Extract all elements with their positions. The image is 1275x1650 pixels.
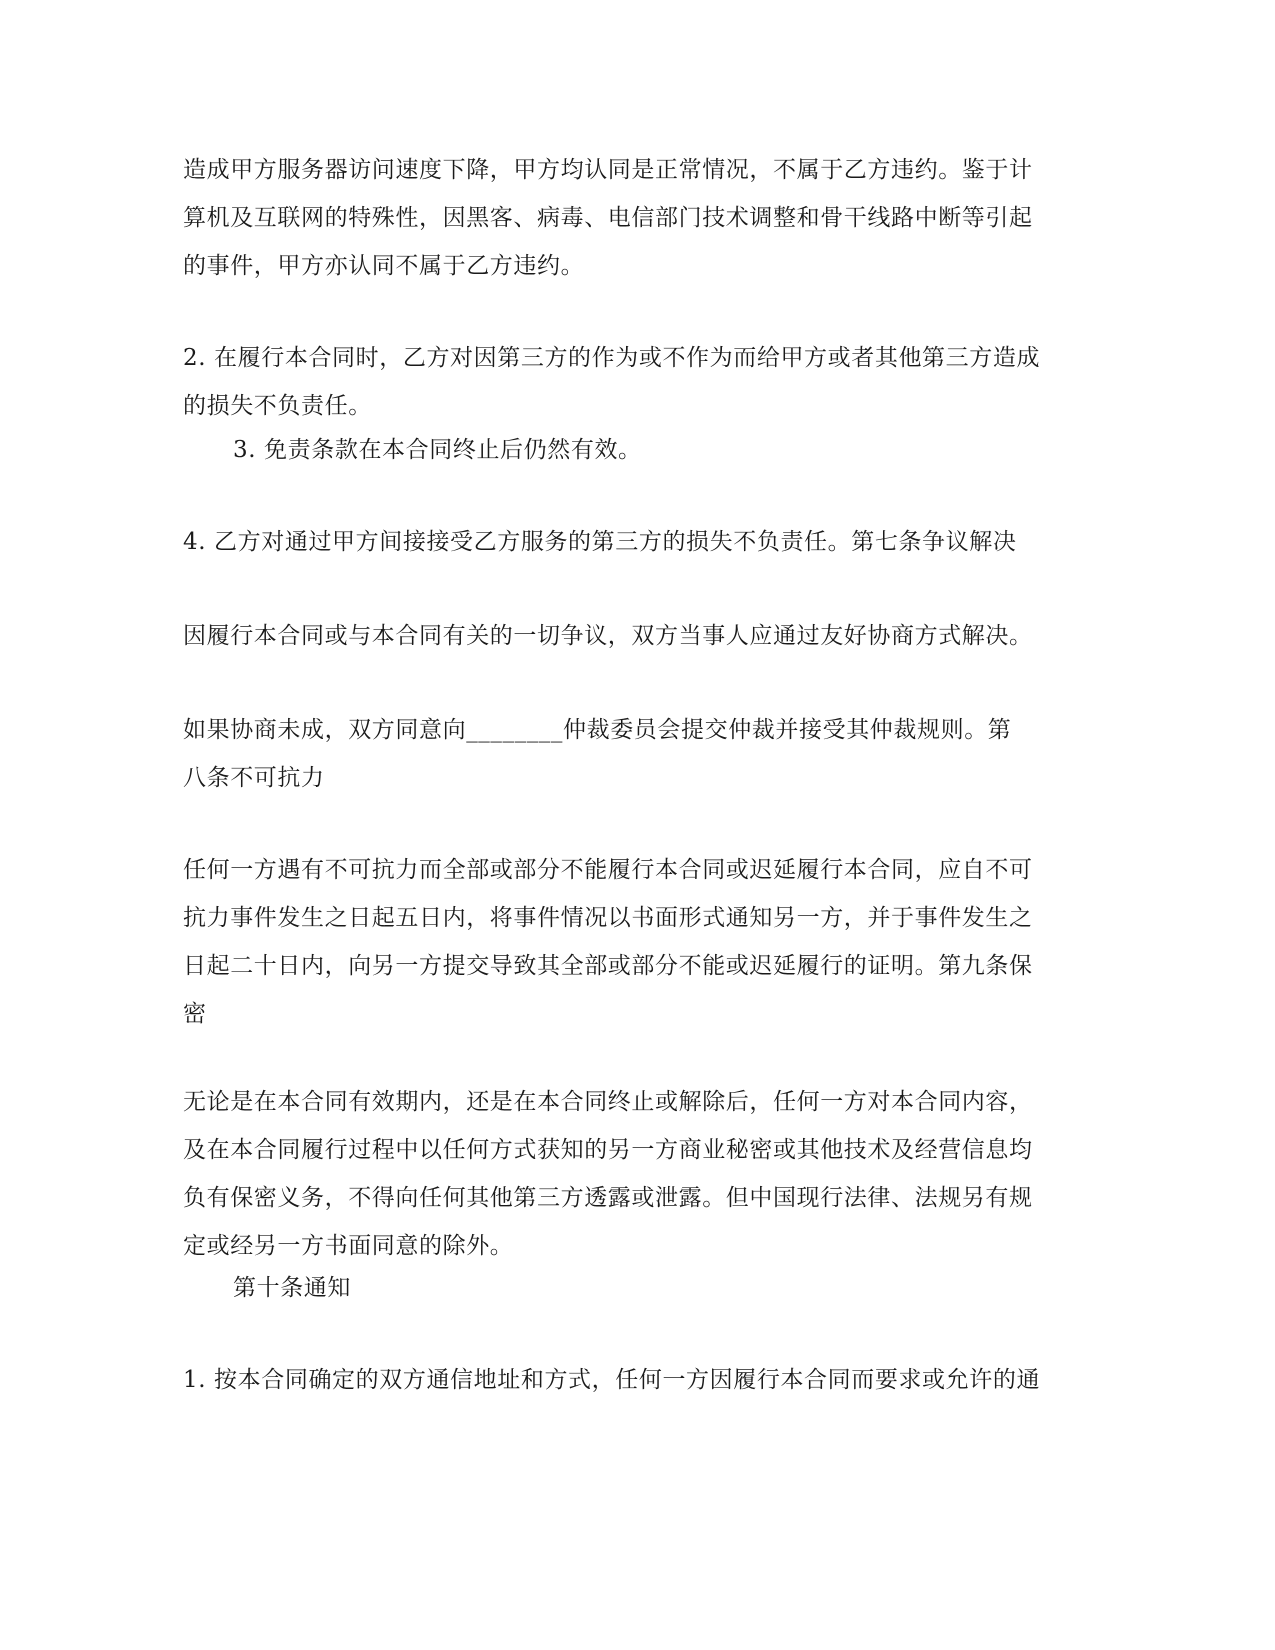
text-line: 任何一方遇有不可抗力而全部或部分不能履行本合同或迟延履行本合同，应自不可 — [183, 857, 1033, 883]
text-line: 八条不可抗力 — [183, 765, 325, 791]
paragraph-notice-clause-1 — [183, 1356, 1093, 1404]
text-line: 第十条通知 — [233, 1275, 351, 1301]
text-line: 造成甲方服务器访问速度下降，甲方均认同是正常情况，不属于乙方违约。鉴于计 — [183, 157, 1033, 183]
paragraph-service-disclaimer — [183, 146, 1093, 290]
text-line: 4. 乙方对通过甲方间接接受乙方服务的第三方的损失不负责任。第七条争议解决 — [183, 529, 1017, 555]
text-line: 日起二十日内，向另一方提交导致其全部或部分不能或迟延履行的证明。第九条保 — [183, 953, 1033, 979]
text-line: 如果协商未成，双方同意向________仲裁委员会提交仲裁并接受其仲裁规则。第 — [183, 717, 1012, 743]
text-line: 1. 按本合同确定的双方通信地址和方式，任何一方因履行本合同而要求或允许的通 — [183, 1367, 1041, 1393]
text-line: 的事件，甲方亦认同不属于乙方违约。 — [183, 253, 585, 279]
text-line: 负有保密义务，不得向任何其他第三方透露或泄露。但中国现行法律、法规另有规 — [183, 1185, 1033, 1211]
text-line: 算机及互联网的特殊性，因黑客、病毒、电信部门技术调整和骨干线路中断等引起 — [183, 205, 1033, 231]
paragraph-force-majeure — [183, 846, 1093, 1038]
text-line: 抗力事件发生之日起五日内，将事件情况以书面形式通知另一方，并于事件发生之 — [183, 905, 1033, 931]
paragraph-clause-2 — [183, 334, 1093, 430]
paragraph-clause-3 — [233, 426, 1093, 474]
paragraph-arbitration — [183, 706, 1093, 802]
section-heading-notice — [233, 1264, 1093, 1312]
text-line: 的损失不负责任。 — [183, 393, 372, 419]
text-line: 及在本合同履行过程中以任何方式获知的另一方商业秘密或其他技术及经营信息均 — [183, 1137, 1033, 1163]
paragraph-confidentiality — [183, 1078, 1093, 1270]
text-line: 3. 免责条款在本合同终止后仍然有效。 — [233, 437, 642, 463]
text-line: 因履行本合同或与本合同有关的一切争议，双方当事人应通过友好协商方式解决。 — [183, 623, 1033, 649]
paragraph-dispute-resolution — [183, 612, 1093, 660]
text-line: 定或经另一方书面同意的除外。 — [183, 1233, 514, 1259]
text-line: 无论是在本合同有效期内，还是在本合同终止或解除后，任何一方对本合同内容， — [183, 1089, 1033, 1115]
paragraph-clause-4 — [183, 518, 1093, 566]
text-line: 2. 在履行本合同时，乙方对因第三方的作为或不作为而给甲方或者其他第三方造成 — [183, 345, 1041, 371]
text-line: 密 — [183, 1001, 207, 1027]
